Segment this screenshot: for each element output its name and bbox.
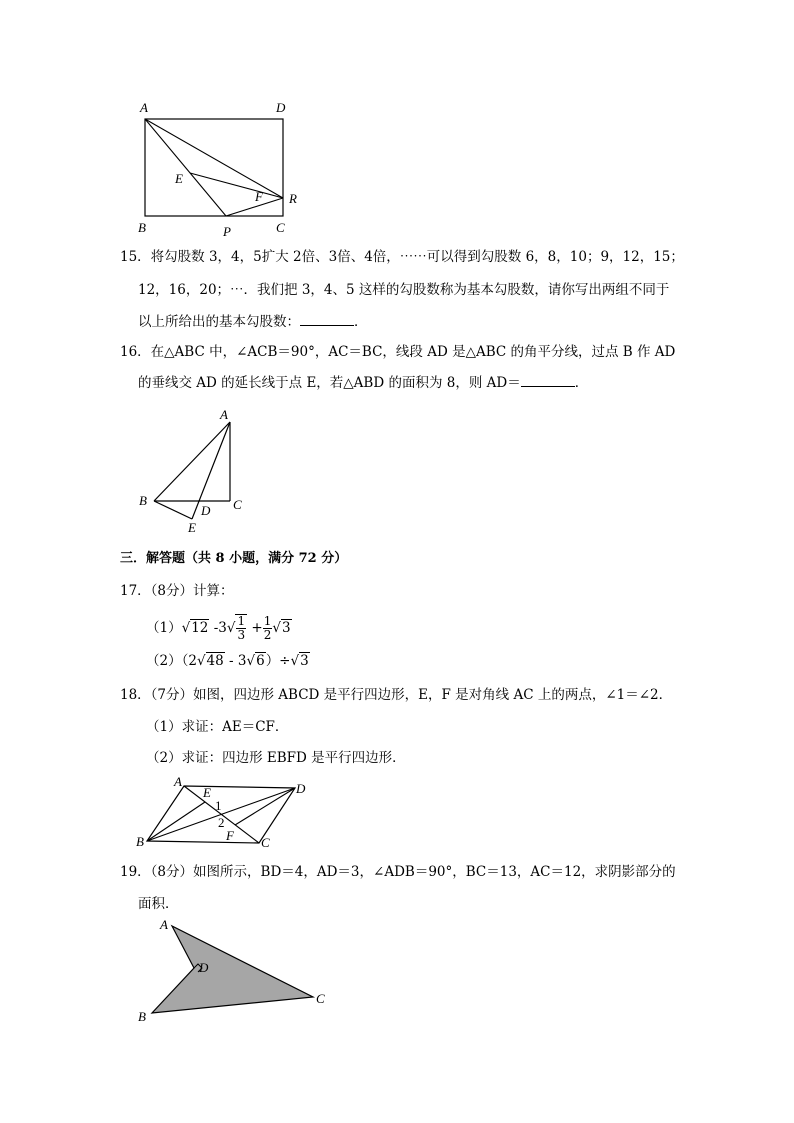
q16-line2-text: 的垂线交 AD 的延长线于点 E，若△ABD 的面积为 8，则 AD＝ (138, 375, 521, 391)
label-1: 1 (215, 798, 222, 813)
label-p: P (223, 224, 231, 239)
q16-line2 (138, 373, 588, 393)
q16-period: ． (574, 375, 589, 391)
label-e: E (203, 785, 211, 800)
label-b: B (138, 1009, 146, 1024)
label-e: E (188, 520, 196, 535)
label-c: C (276, 220, 285, 235)
label-b: B (139, 493, 147, 508)
sqrt-6: 6 (256, 653, 265, 669)
answer-blank-q15[interactable] (300, 313, 354, 326)
label-f: F (226, 828, 234, 843)
frac-den: 3 (237, 628, 246, 642)
q17-part2-label: （2）（2 (146, 653, 197, 669)
figure-triangle-abc (132, 405, 252, 540)
label-b: B (136, 834, 144, 849)
label-d: D (201, 503, 211, 518)
label-d: D (199, 960, 209, 975)
q15-line2: 12，16，20；⋯．我们把 3，4、5 这样的勾股数称为基本勾股数，请你写出两组不同于 (138, 282, 670, 298)
section-heading: 三．解答题（共 8 小题，满分 72 分） (120, 551, 348, 566)
q18-part1: （1）求证：AE＝CF． (146, 719, 289, 735)
label-r: R (289, 191, 297, 206)
label-a: A (160, 917, 168, 932)
q16-line1: 16．在△ABC 中，∠ACB＝90°，AC＝BC，线段 AD 是△ABC 的角平分线，过点 B 作 AD (120, 344, 676, 360)
figure-shaded-region (130, 912, 335, 1027)
label-d: D (276, 100, 286, 115)
label-b: B (138, 220, 146, 235)
label-f: F (255, 189, 263, 204)
label-c: C (233, 497, 242, 512)
sqrt-48: 48 (206, 653, 224, 669)
label-a: A (140, 100, 148, 115)
q19-line1: 19．（8分）如图所示，BD＝4，AD＝3，∠ADB＝90°，BC＝13，AC＝12，求阴影部分的 (120, 864, 676, 880)
q17-part1: （1）√12 -3√ $\frac{1}{3}$ + $\frac{1}{2}$ √3 (146, 614, 291, 642)
q17-head: 17．（8分）计算： (120, 583, 234, 599)
q15-line3-text: 以上所给出的基本勾股数： (138, 314, 300, 330)
sqrt-12: 12 (191, 620, 209, 636)
label-d: D (296, 781, 306, 796)
q17-divide: ）÷ (265, 653, 291, 669)
label-2: 2 (218, 815, 225, 830)
frac2-num: 1 (263, 614, 272, 628)
answer-blank-q16[interactable] (521, 374, 575, 387)
label-a: A (220, 407, 228, 422)
q18-head: 18．（7分）如图，四边形 ABCD 是平行四边形，E，F 是对角线 AC 上的两点，∠1＝∠2． (120, 687, 673, 703)
sqrt-3b: 3 (300, 653, 309, 669)
q17-part2: （2）（2√48 - 3√6）÷√3 (146, 653, 309, 669)
label-e: E (175, 171, 183, 186)
frac-num: 1 (237, 614, 246, 628)
q17-op: - 3 (229, 653, 247, 669)
label-a: A (174, 774, 182, 789)
q17-op-plus: + (251, 620, 263, 636)
q18-part2: （2）求证：四边形 EBFD 是平行四边形． (146, 750, 406, 766)
q15-line3 (138, 312, 368, 332)
q15-line1: 15．将勾股数 3，4，5扩大 2倍、3倍、4倍，⋯⋯可以得到勾股数 6，8，10；9，12，15； (120, 249, 684, 265)
q15-period: ． (354, 314, 368, 330)
label-c: C (316, 991, 325, 1006)
q17-part1-label: （1） (146, 620, 182, 636)
q19-line2: 面积． (138, 896, 179, 912)
sqrt-3: 3 (281, 620, 291, 636)
frac2-den: 2 (263, 628, 272, 642)
q17-op-minus: -3 (213, 620, 227, 636)
label-c: C (261, 835, 270, 850)
figure-parallelogram (132, 774, 322, 854)
figure-rectangle-abcd (130, 95, 310, 240)
